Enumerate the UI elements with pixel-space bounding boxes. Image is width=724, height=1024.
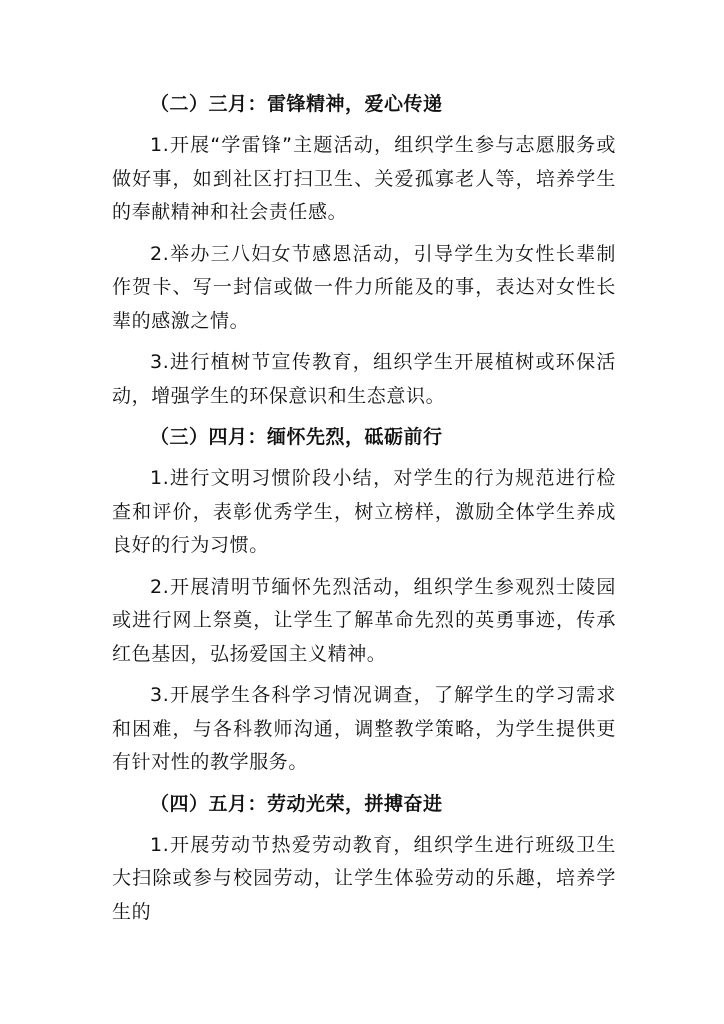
- paragraph-may-1: 1.开展劳动节热爱劳动教育，组织学生进行班级卫生大扫除或参与校园劳动，让学生体验劳动的乐趣，培养学生的: [112, 833, 616, 923]
- section-heading-march: （二）三月：雷锋精神，爱心传递: [150, 93, 443, 115]
- section-heading-april: （三）四月：缅怀先烈，砥砺前行: [150, 426, 443, 448]
- paragraph-april-3: 3.开展学生各科学习情况调查，了解学生的学习需求和困难，与各科教师沟通，调整教学策略，为学生提供更有针对性的教学服务。: [112, 684, 616, 773]
- document-page: [112, 88, 616, 937]
- paragraph-april-2: 2.开展清明节缅怀先烈活动，组织学生参观烈士陵园或进行网上祭奠，让学生了解革命先烈的英勇事迹，传承红色基因，弘扬爱国主义精神。: [112, 575, 616, 665]
- paragraph-march-3: 3.进行植树节宣传教育，组织学生开展植树或环保活动，增强学生的环保意识和生态意识。: [112, 351, 616, 407]
- paragraph-april-1: 1.进行文明习惯阶段小结，对学生的行为规范进行检查和评价，表彰优秀学生，树立榜样，激励全体学生养成良好的行为习惯。: [112, 467, 616, 556]
- section-heading-may: （四）五月：劳动光荣，拼搏奋进: [150, 792, 443, 815]
- paragraph-march-1: 1.开展“学雷锋”主题活动，组织学生参与志愿服务或做好事，如到社区打扫卫生、关爱孤寡老人等，培养学生的奉献精神和社会责任感。: [112, 134, 616, 223]
- paragraph-march-2: 2.举办三八妇女节感恩活动，引导学生为女性长辈制作贺卡、写一封信或做一件力所能及的事，表达对女性长辈的感激之情。: [112, 242, 616, 332]
